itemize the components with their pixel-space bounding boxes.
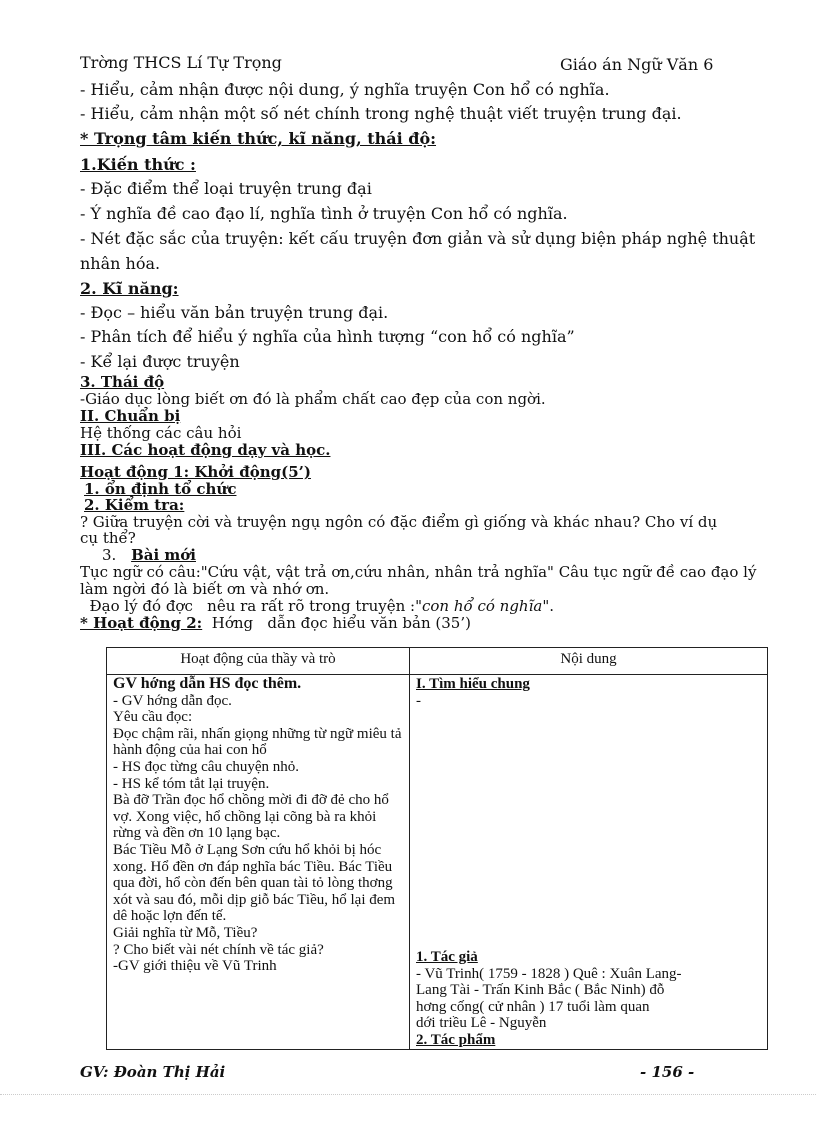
step-new-lesson-label: Bài mới <box>131 546 196 564</box>
page-divider <box>0 1094 816 1095</box>
activity-line: - HS đọc từng câu chuyện nhỏ. <box>113 758 300 775</box>
knowledge-item: - Ý nghĩa đề cao đạo lí, nghĩa tình ở truyện Con hổ có nghĩa. <box>80 204 568 223</box>
story-title: "con hổ có nghĩa" <box>415 597 550 615</box>
activity-line: Đọc chậm rãi, nhấn giọng những từ ngữ miêu tả hành động của hai con hổ <box>113 725 402 759</box>
objective-2: - Hiểu, cảm nhận một số nét chính trong nghệ thuật viết truyện trung đại. <box>80 104 682 123</box>
activities-heading: III. Các hoạt động dạy và học. <box>80 441 331 459</box>
intro-line-3 <box>80 597 554 615</box>
author-line: - Vũ Trinh( 1759 - 1828 ) Quê : Xuân Lang- <box>416 965 682 982</box>
knowledge-item: - Đặc điểm thể loại truyện trung đại <box>80 179 372 198</box>
general-heading: I. Tìm hiểu chung <box>416 676 530 692</box>
preparation-heading: II. Chuẩn bị <box>80 407 181 425</box>
page-number: - 156 - <box>640 1063 695 1081</box>
teacher-name: GV: Đoàn Thị Hải <box>80 1063 226 1081</box>
activity2-text: Hớng dẫn đọc hiểu văn bản (35’) <box>202 614 471 632</box>
check-question-cont: cụ thể? <box>80 529 136 547</box>
step-number: 3. <box>102 546 117 564</box>
content-cell <box>410 675 768 1050</box>
objective-1: - Hiểu, cảm nhận được nội dung, ý nghĩa truyện Con hổ có nghĩa. <box>80 80 610 99</box>
activity-line: Yêu cầu đọc: <box>113 709 193 726</box>
activity-line: - GV hớng dẫn đọc. <box>113 692 232 709</box>
step-organize: 1. ổn định tổ chức <box>84 480 237 498</box>
activity-line: Bác Tiều Mỗ ở Lạng Sơn cứu hổ khỏi bị hóc xong. Hổ đền ơn đáp nghĩa bác Tiều. Bác Tiều qua đời, hổ còn đến bên quan tài tỏ lòng thơng xót và sau đó, mỗi dịp giỗ bác Tiều, hổ lại đem dê hoặc lợn đến tế. <box>113 841 396 925</box>
skills-item: - Đọc – hiểu văn bản truyện trung đại. <box>80 303 389 322</box>
activity1-heading: Hoạt động 1: Khởi động(5’) <box>80 463 311 481</box>
col-header-activities: Hoạt động của thầy và trò <box>107 648 410 675</box>
knowledge-heading: 1.Kiến thức : <box>80 155 196 174</box>
intro-line-2: làm ngời đó là biết ơn và nhớ ơn. <box>80 580 330 598</box>
activity-line: - HS kể tóm tắt lại truyện. <box>113 775 270 792</box>
guide-heading: GV hớng dẫn HS đọc thêm. <box>113 675 302 692</box>
author-section <box>416 949 763 1049</box>
activities-cell <box>107 675 410 1050</box>
intro-line-3-suffix: . <box>549 597 555 615</box>
activity-line: Bà đỡ Trần đọc hổ chồng mời đi đỡ đẻ cho hổ vợ. Xong việc, hổ chồng lại cõng bà ra khỏi rừng và đền ơn 10 lạng bạc. <box>113 792 389 842</box>
knowledge-item: - Nét đặc sắc của truyện: kết cấu truyện đơn giản và sử dụng biện pháp nghệ thuật <box>80 229 756 248</box>
check-question: ? Giữa truyện cời và truyện ngụ ngôn có đặc điểm gì giống và khác nhau? Cho ví dụ <box>80 513 718 531</box>
work-heading: 2. Tác phẩm <box>416 1031 496 1048</box>
author-line: hơng cống( cử nhân ) 17 tuổi làm quan <box>416 998 650 1015</box>
col-header-content: Nội dung <box>410 648 768 675</box>
skills-item: - Phân tích để hiểu ý nghĩa của hình tượng “con hổ có nghĩa” <box>80 327 575 346</box>
table-header-row <box>107 648 768 675</box>
school-name: Trờng THCS Lí Tự Trọng <box>80 53 282 72</box>
step-check: 2. Kiểm tra: <box>84 496 185 514</box>
knowledge-item: nhân hóa. <box>80 254 161 273</box>
activity2-line <box>80 614 471 632</box>
skills-item: - Kể lại được truyện <box>80 352 240 371</box>
intro-line-1: Tục ngữ có câu:"Cứu vật, vật trả ơn,cứu nhân, nhân trả nghĩa" Câu tục ngữ đề cao đạo lý <box>80 563 757 581</box>
attitude-heading: 3. Thái độ <box>80 373 165 391</box>
activity2-heading: * Hoạt động 2: <box>80 614 203 632</box>
step-new-lesson <box>102 546 196 564</box>
preparation-text: Hệ thống các câu hỏi <box>80 424 242 442</box>
content-dash: - <box>416 692 421 709</box>
activity-line: Giải nghĩa từ Mỗ, Tiều? <box>113 924 258 941</box>
subject-label: Giáo án Ngữ Văn 6 <box>560 55 714 74</box>
attitude-text: -Giáo dục lòng biết ơn đó là phẩm chất cao đẹp của con ngời. <box>80 390 546 408</box>
author-heading: 1. Tác giả <box>416 949 478 965</box>
table-row <box>107 675 768 1050</box>
author-line: dới triều Lê - Nguyễn <box>416 1015 547 1032</box>
author-line: Lang Tài - Trấn Kinh Bắc ( Bắc Ninh) đỗ <box>416 982 665 999</box>
skills-heading: 2. Kĩ năng: <box>80 279 179 298</box>
activity-line: -GV giới thiệu về Vũ Trinh <box>113 958 277 975</box>
activity-line: ? Cho biết vài nét chính về tác giả? <box>113 941 324 958</box>
intro-line-3-prefix: Đạo lý đó đợc nêu ra rất rõ trong truyện : <box>80 597 416 615</box>
lesson-table <box>106 647 768 1050</box>
focus-heading: * Trọng tâm kiến thức, kĩ năng, thái độ: <box>80 129 437 148</box>
